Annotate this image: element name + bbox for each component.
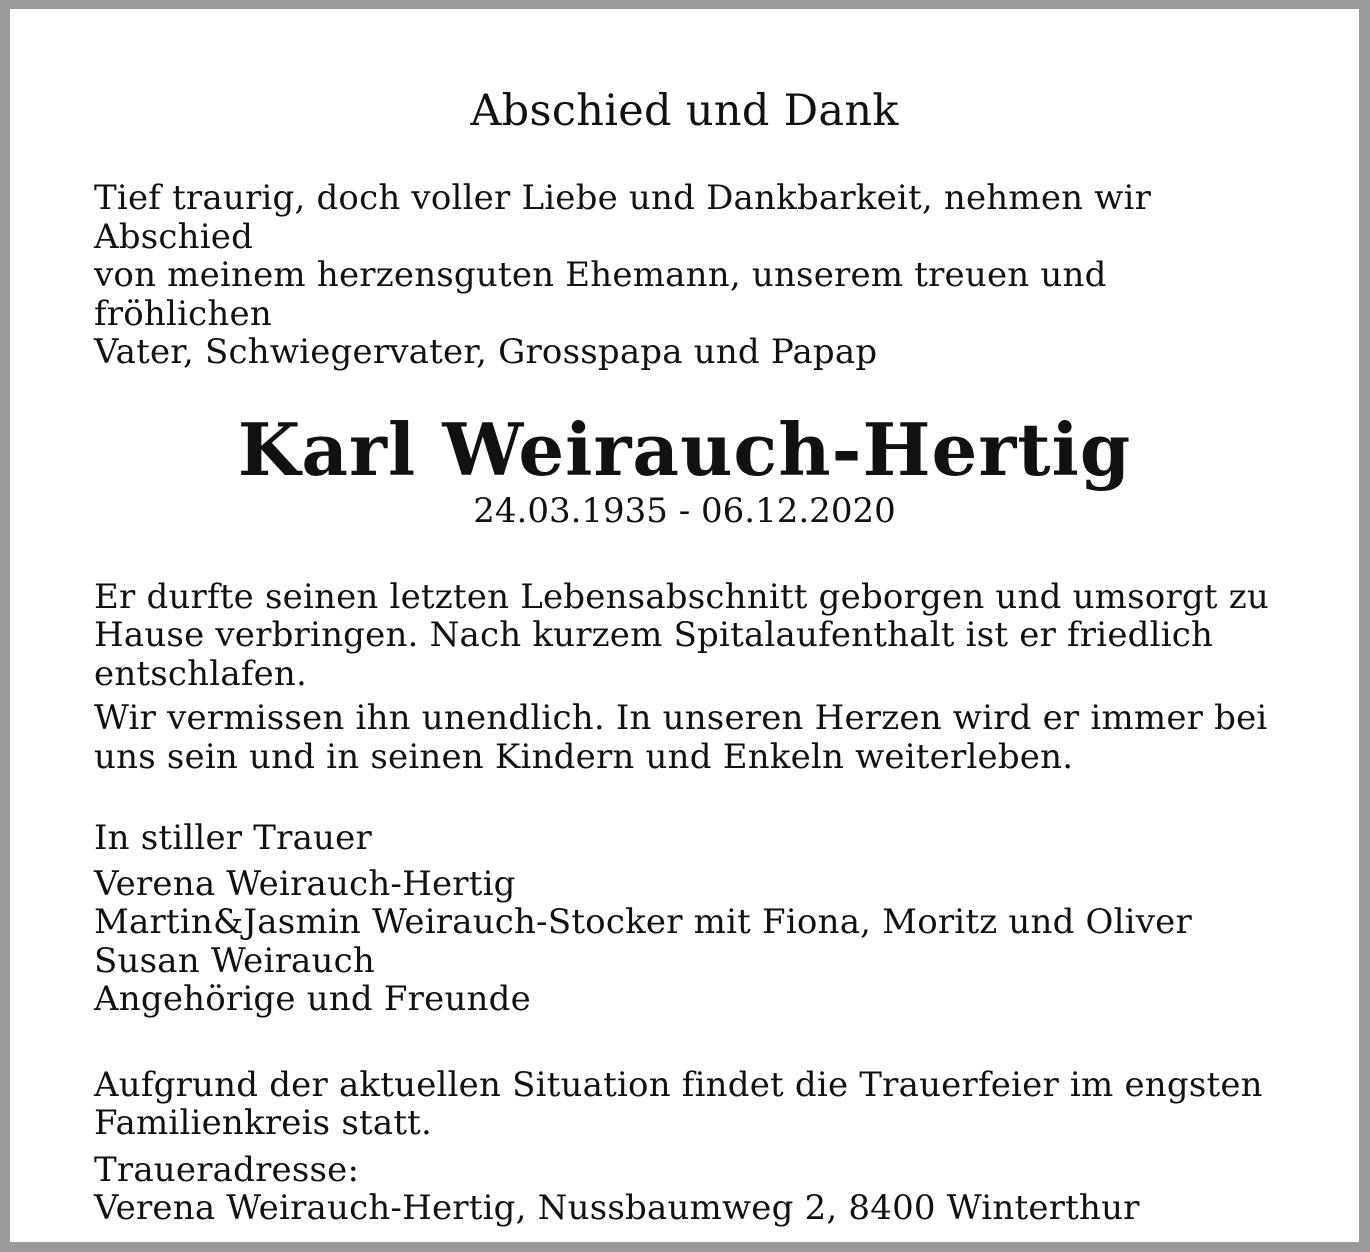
mourners-list bbox=[94, 865, 1275, 1019]
intro-line: Tief traurig, doch voller Liebe und Dankbarkeit, nehmen wir Abschied bbox=[94, 178, 1152, 257]
page-title: Abschied und Dank bbox=[470, 86, 899, 136]
life-line: Er durfte seinen letzten Lebensabschnitt geborgen und umsorgt zu bbox=[94, 576, 1269, 617]
mourner-name: Verena Weirauch-Hertig bbox=[94, 863, 516, 904]
mourning-address bbox=[94, 1151, 1275, 1228]
intro-paragraph bbox=[94, 179, 1275, 372]
remembrance-line: Wir vermissen ihn unendlich. In unseren Herzen wird er immer bei bbox=[94, 698, 1268, 738]
life-dates: 24.03.1935 - 06.12.2020 bbox=[473, 490, 896, 531]
mourner-name: Susan Weirauch bbox=[94, 940, 375, 981]
obituary-page bbox=[10, 9, 1359, 1242]
remembrance-paragraph bbox=[94, 699, 1275, 776]
address-value: Verena Weirauch-Hertig, Nussbaumweg 2, 8400 Winterthur bbox=[94, 1188, 1140, 1228]
mourning-label: In stiller Trauer bbox=[94, 818, 372, 858]
intro-line: von meinem herzensguten Ehemann, unserem treuen und fröhlichen bbox=[94, 255, 1107, 334]
remembrance-line: uns sein und in seinen Kindern und Enkeln weiterleben. bbox=[94, 736, 1074, 777]
life-paragraph bbox=[94, 578, 1275, 694]
life-line: entschlafen. bbox=[94, 653, 308, 694]
mourner-name: Martin&Jasmin Weirauch-Stocker mit Fiona, Moritz und Oliver bbox=[94, 902, 1192, 942]
mourner-name: Angehörige und Freunde bbox=[94, 979, 531, 1019]
funeral-notice bbox=[94, 1066, 1275, 1143]
life-line: Hause verbringen. Nach kurzem Spitalaufenthalt ist er friedlich bbox=[94, 615, 1214, 655]
notice-line: Aufgrund der aktuellen Situation findet die Trauerfeier im engsten bbox=[94, 1064, 1263, 1105]
notice-line: Familienkreis statt. bbox=[94, 1103, 433, 1143]
address-label: Traueradresse: bbox=[94, 1149, 360, 1190]
intro-line: Vater, Schwiegervater, Grosspapa und Papap bbox=[94, 332, 878, 372]
deceased-name: Karl Weirauch-Hertig bbox=[237, 406, 1132, 492]
